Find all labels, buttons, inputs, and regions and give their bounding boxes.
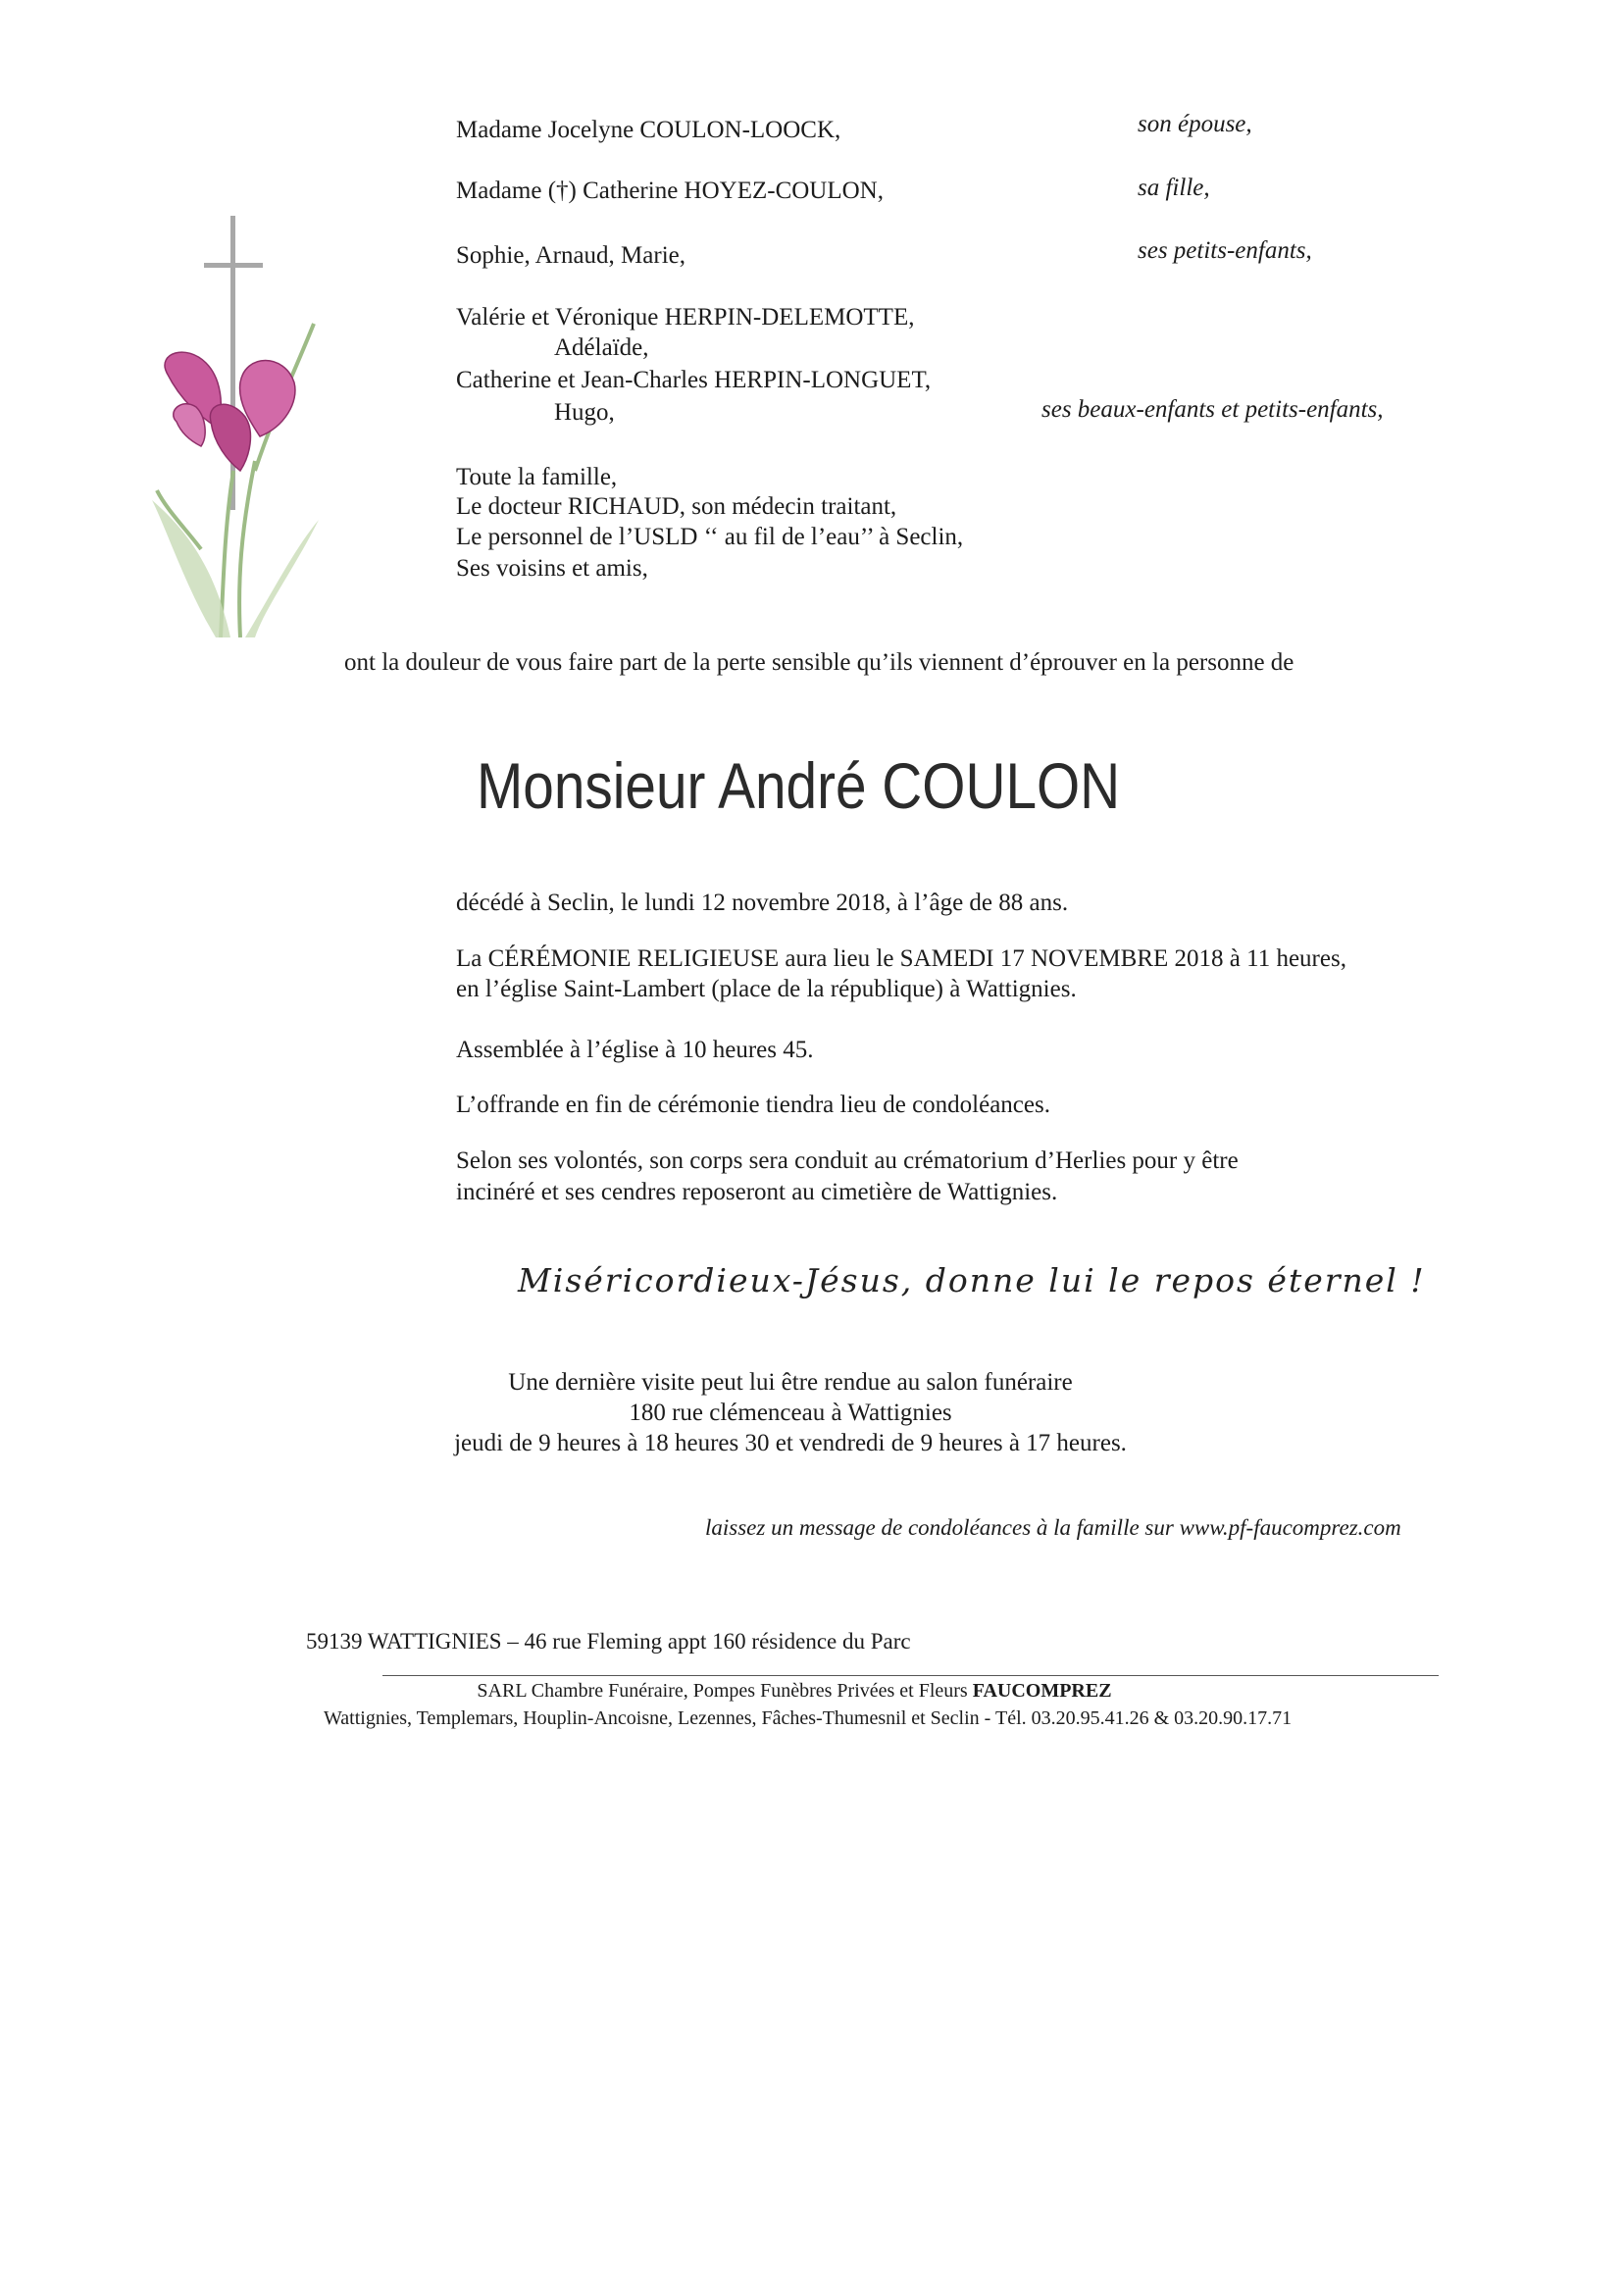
family-member-name: Madame (†) Catherine HOYEZ-COULON, [456,178,884,204]
visit-line: jeudi de 9 heures à 18 heures 30 et vendredi de 9 heures à 17 heures. [454,1430,1127,1456]
wishes-line: incinéré et ses cendres reposeront au cimetière de Wattignies. [456,1179,1058,1205]
cross-and-lily-illustration [147,177,343,637]
ceremony-line: La CÉRÉMONIE RELIGIEUSE aura lieu le SAMEDI 17 NOVEMBRE 2018 à 11 heures, [456,945,1346,972]
announcement-text: ont la douleur de vous faire part de la perte sensible qu’ils viennent d’éprouver en la personne de [344,649,1294,676]
condolence-website-note: laissez un message de condoléances à la famille sur www.pf-faucomprez.com [705,1515,1401,1540]
family-member-relation: sa fille, [1138,175,1210,201]
other-mourner-line: Le personnel de l’USLD ‘‘ au fil de l’eau’’ à Seclin, [456,524,964,550]
footer-divider [382,1675,1439,1676]
footer-company-name: FAUCOMPREZ [972,1680,1112,1702]
inlaw-relation: ses beaux-enfants et petits-enfants, [1041,396,1384,423]
visit-line: Une dernière visite peut lui être rendue au salon funéraire [508,1369,1073,1396]
other-mourner-line: Toute la famille, [456,464,618,490]
family-member-relation: ses petits-enfants, [1138,237,1312,264]
ceremony-line: en l’église Saint-Lambert (place de la république) à Wattignies. [456,976,1077,1002]
wishes-line: Selon ses volontés, son corps sera conduit au crématorium d’Herlies pour y être [456,1147,1239,1174]
footer-company-prefix: SARL Chambre Funéraire, Pompes Funèbres Privées et Fleurs [477,1680,968,1702]
calla-lily-flowers [165,352,295,471]
footer-locations: Wattignies, Templemars, Houplin-Ancoisne, Lezennes, Fâches-Thumesnil et Seclin - Tél. 03.20.95.41.26 & 03.20.90.17.71 [324,1707,1293,1729]
inlaw-line: Adélaïde, [554,334,649,361]
footer-company-line [0,1679,1624,1703]
visit-line: 180 rue clémenceau à Wattignies [629,1400,952,1426]
death-details: décédé à Seclin, le lundi 12 novembre 2018, à l’âge de 88 ans. [456,890,1069,916]
assembly-text: Assemblée à l’église à 10 heures 45. [456,1037,814,1063]
family-member-name: Madame Jocelyne COULON-LOOCK, [456,117,841,143]
family-address: 59139 WATTIGNIES – 46 rue Fleming appt 160 résidence du Parc [306,1629,911,1654]
inlaw-line: Hugo, [554,399,615,426]
other-mourner-line: Le docteur RICHAUD, son médecin traitant, [456,493,897,520]
deceased-name: Monsieur André COULON [477,749,1121,822]
offering-text: L’offrande en fin de cérémonie tiendra lieu de condoléances. [456,1092,1050,1118]
other-mourner-line: Ses voisins et amis, [456,555,648,582]
inlaw-line: Valérie et Véronique HERPIN-DELEMOTTE, [456,304,915,331]
family-member-name: Sophie, Arnaud, Marie, [456,242,685,269]
prayer-text: Miséricordieux-Jésus, donne lui le repos éternel ! [518,1261,1426,1299]
family-member-relation: son épouse, [1138,111,1252,137]
inlaw-line: Catherine et Jean-Charles HERPIN-LONGUET, [456,367,932,393]
visit-info-container [0,1367,1624,1458]
